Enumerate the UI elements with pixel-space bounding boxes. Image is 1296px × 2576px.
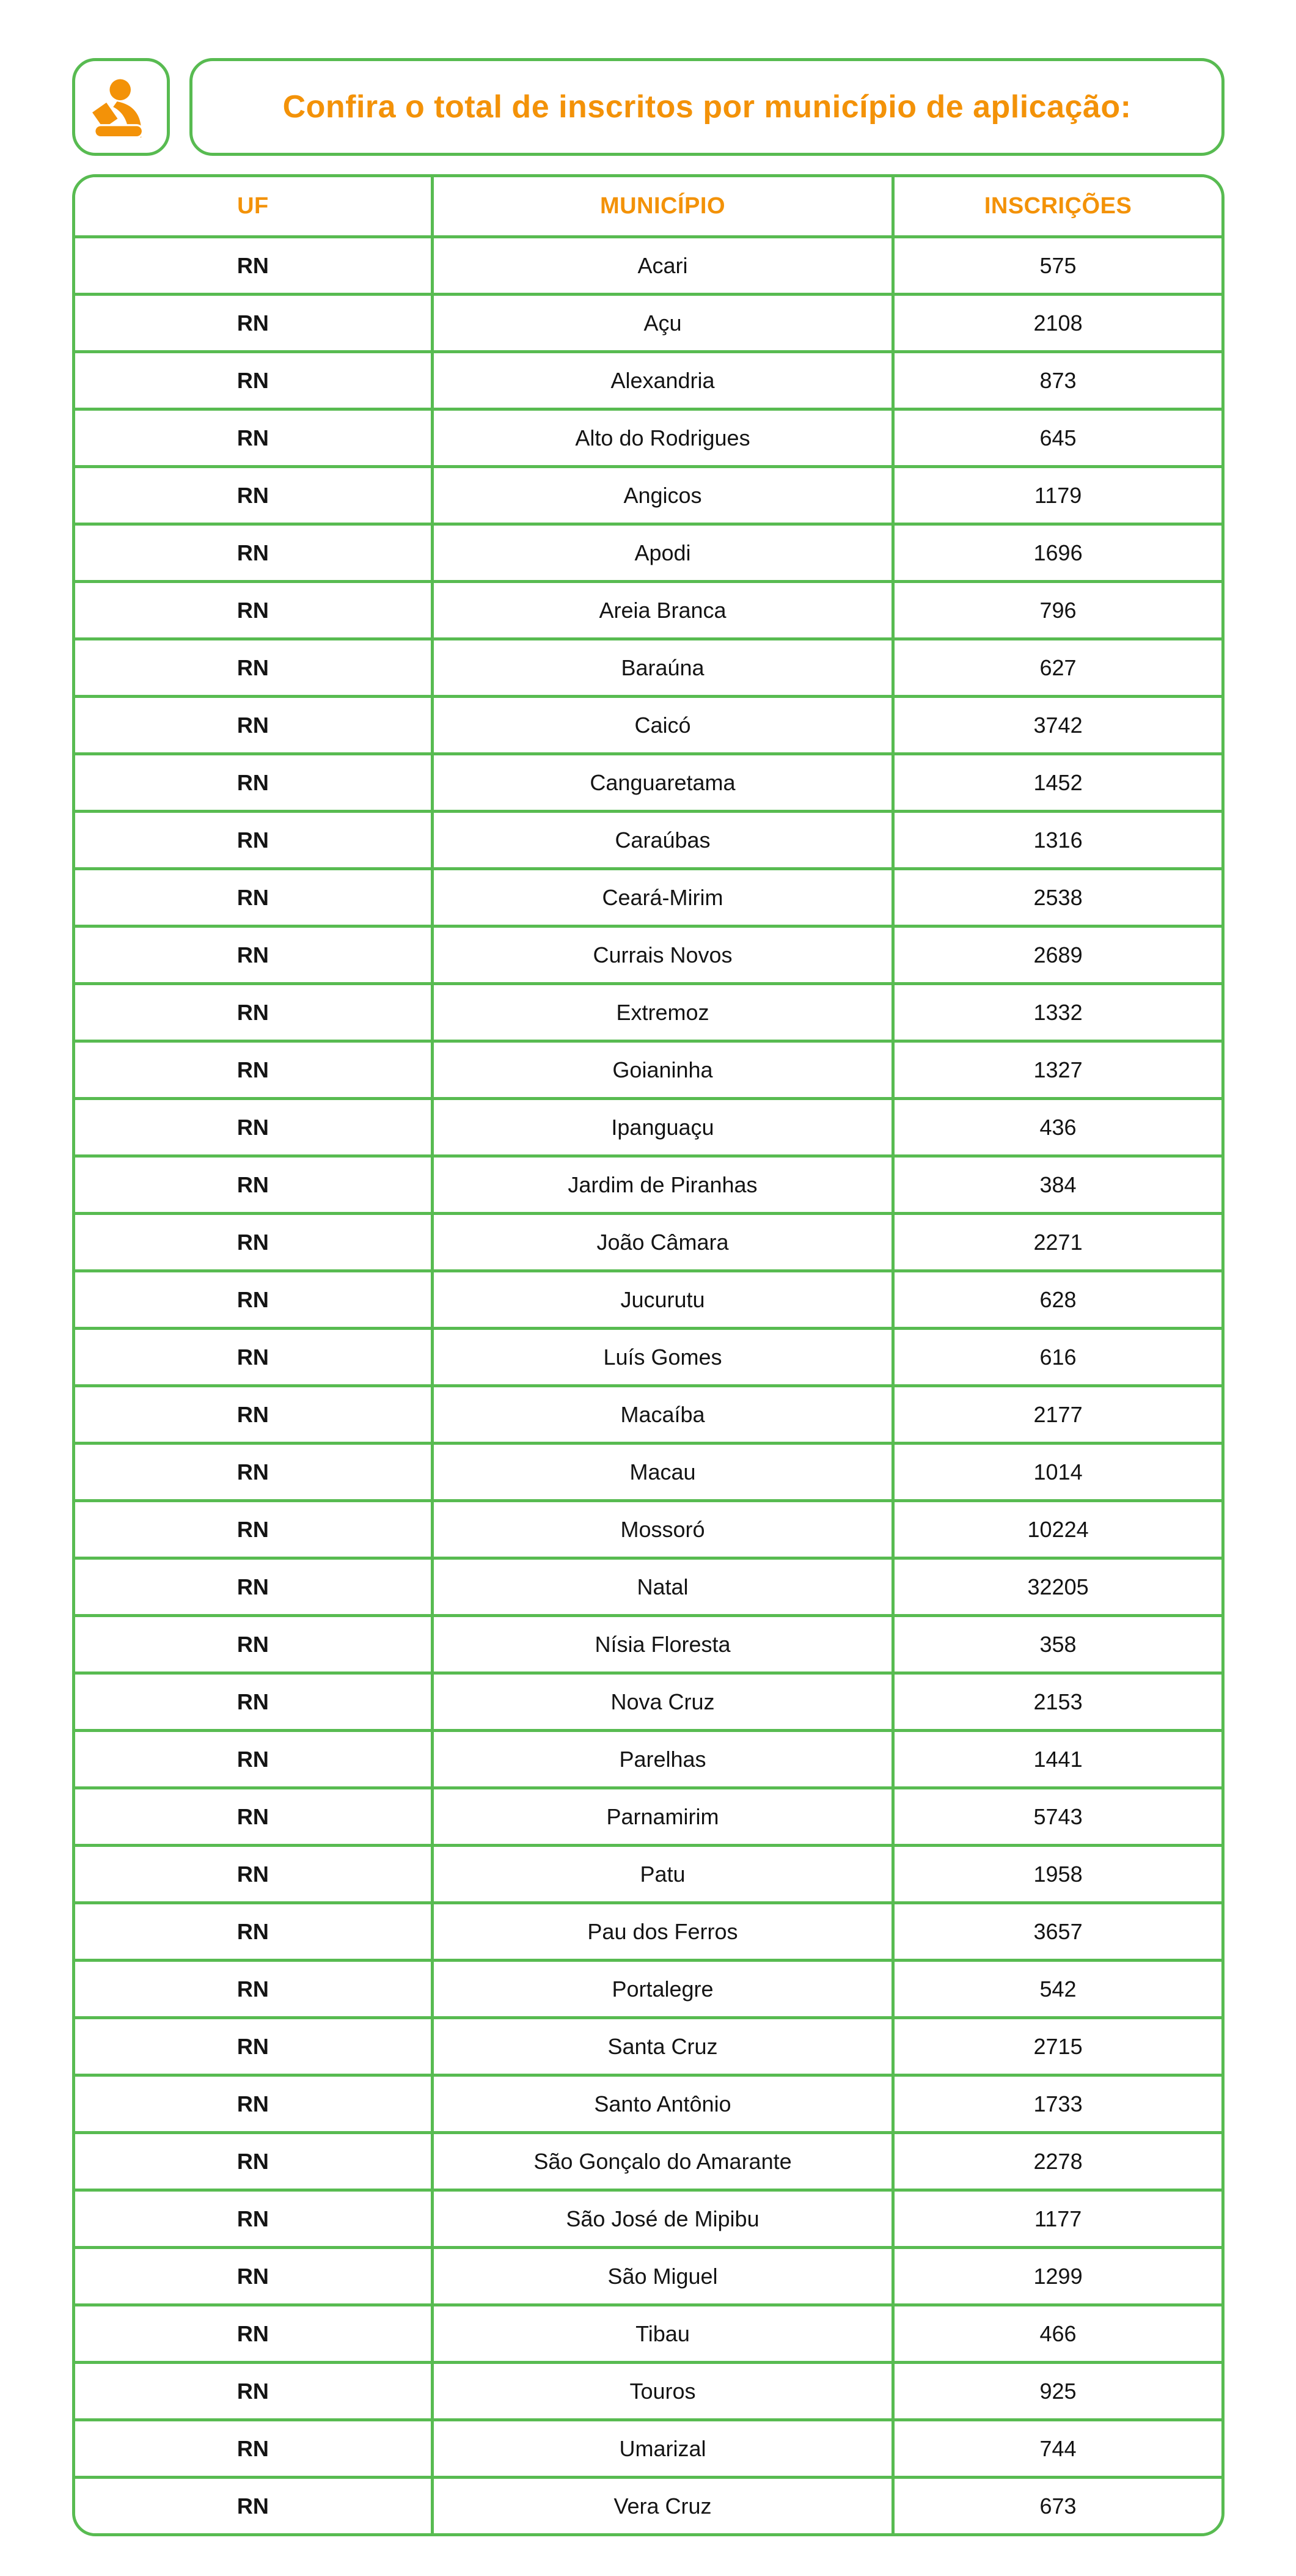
inscricoes-cell: 744 — [893, 2420, 1223, 2478]
uf-cell: RN — [74, 1156, 433, 1214]
table-row — [74, 2305, 1223, 2363]
column-header-uf: UF — [74, 176, 433, 237]
uf-cell: RN — [74, 812, 433, 869]
table-row — [74, 2363, 1223, 2420]
municipio-cell: São Gonçalo do Amarante — [432, 2133, 893, 2190]
table-row — [74, 1961, 1223, 2018]
table-row — [74, 697, 1223, 754]
inscricoes-cell: 1733 — [893, 2075, 1223, 2133]
table-row — [74, 1616, 1223, 1673]
municipio-cell: Mossoró — [432, 1501, 893, 1558]
inscricoes-cell: 1316 — [893, 812, 1223, 869]
uf-cell: RN — [74, 1673, 433, 1731]
table-row — [74, 2420, 1223, 2478]
municipio-cell: Portalegre — [432, 1961, 893, 2018]
uf-cell: RN — [74, 1903, 433, 1961]
uf-cell: RN — [74, 1558, 433, 1616]
table-header — [74, 176, 1223, 237]
municipio-cell: Ceará-Mirim — [432, 869, 893, 927]
municipio-cell: Tibau — [432, 2305, 893, 2363]
inscricoes-cell: 10224 — [893, 1501, 1223, 1558]
inscricoes-cell: 1452 — [893, 754, 1223, 812]
municipio-cell: Jardim de Piranhas — [432, 1156, 893, 1214]
municipio-cell: São Miguel — [432, 2248, 893, 2305]
table-row — [74, 927, 1223, 984]
inscricoes-cell: 2153 — [893, 1673, 1223, 1731]
table-row — [74, 1214, 1223, 1271]
municipio-cell: Alexandria — [432, 352, 893, 409]
uf-cell: RN — [74, 1846, 433, 1903]
table-row — [74, 352, 1223, 409]
inscricoes-cell: 1299 — [893, 2248, 1223, 2305]
table-row — [74, 2478, 1223, 2535]
uf-cell: RN — [74, 2305, 433, 2363]
municipio-cell: Acari — [432, 237, 893, 295]
municipio-cell: Angicos — [432, 467, 893, 524]
inscricoes-cell: 2689 — [893, 927, 1223, 984]
municipio-cell: São José de Mipibu — [432, 2190, 893, 2248]
municipio-cell: Extremoz — [432, 984, 893, 1041]
inscricoes-cell: 1958 — [893, 1846, 1223, 1903]
inscricoes-cell: 575 — [893, 237, 1223, 295]
uf-cell: RN — [74, 352, 433, 409]
uf-cell: RN — [74, 1501, 433, 1558]
uf-cell: RN — [74, 1099, 433, 1156]
inscricoes-cell: 3742 — [893, 697, 1223, 754]
uf-cell: RN — [74, 2478, 433, 2535]
table-row — [74, 1501, 1223, 1558]
table-row — [74, 1846, 1223, 1903]
municipio-cell: Parnamirim — [432, 1788, 893, 1846]
municipio-cell: Caraúbas — [432, 812, 893, 869]
municipio-cell: Umarizal — [432, 2420, 893, 2478]
municipio-cell: Macaíba — [432, 1386, 893, 1444]
inscriptions-table-container — [72, 174, 1225, 2536]
person-reading-icon — [82, 68, 160, 146]
uf-cell: RN — [74, 1214, 433, 1271]
uf-cell: RN — [74, 984, 433, 1041]
uf-cell: RN — [74, 1616, 433, 1673]
inscricoes-cell: 358 — [893, 1616, 1223, 1673]
table-row — [74, 467, 1223, 524]
page-header — [72, 58, 1225, 156]
municipio-cell: Areia Branca — [432, 582, 893, 639]
municipio-cell: Macau — [432, 1444, 893, 1501]
table-row — [74, 1156, 1223, 1214]
municipio-cell: Santo Antônio — [432, 2075, 893, 2133]
inscricoes-cell: 616 — [893, 1329, 1223, 1386]
inscricoes-cell: 1014 — [893, 1444, 1223, 1501]
uf-cell: RN — [74, 1386, 433, 1444]
uf-cell: RN — [74, 467, 433, 524]
table-row — [74, 1903, 1223, 1961]
title-banner — [189, 58, 1225, 156]
table-header-row — [74, 176, 1223, 237]
uf-cell: RN — [74, 524, 433, 582]
table-row — [74, 237, 1223, 295]
inscriptions-table — [72, 174, 1225, 2536]
municipio-cell: Luís Gomes — [432, 1329, 893, 1386]
table-row — [74, 2018, 1223, 2075]
uf-cell: RN — [74, 1788, 433, 1846]
inscricoes-cell: 627 — [893, 639, 1223, 697]
uf-cell: RN — [74, 1041, 433, 1099]
table-row — [74, 524, 1223, 582]
table-row — [74, 754, 1223, 812]
municipio-cell: Currais Novos — [432, 927, 893, 984]
uf-cell: RN — [74, 927, 433, 984]
inscricoes-cell: 2715 — [893, 2018, 1223, 2075]
table-row — [74, 2190, 1223, 2248]
uf-cell: RN — [74, 697, 433, 754]
table-row — [74, 1271, 1223, 1329]
municipio-cell: Alto do Rodrigues — [432, 409, 893, 467]
uf-cell: RN — [74, 2363, 433, 2420]
table-row — [74, 1099, 1223, 1156]
inscricoes-cell: 466 — [893, 2305, 1223, 2363]
inscricoes-cell: 1696 — [893, 524, 1223, 582]
uf-cell: RN — [74, 1444, 433, 1501]
inscricoes-cell: 1327 — [893, 1041, 1223, 1099]
inscricoes-cell: 628 — [893, 1271, 1223, 1329]
uf-cell: RN — [74, 237, 433, 295]
inscricoes-cell: 5743 — [893, 1788, 1223, 1846]
table-row — [74, 409, 1223, 467]
inscricoes-cell: 436 — [893, 1099, 1223, 1156]
inscricoes-cell: 2271 — [893, 1214, 1223, 1271]
municipio-cell: Vera Cruz — [432, 2478, 893, 2535]
uf-cell: RN — [74, 1271, 433, 1329]
municipio-cell: Baraúna — [432, 639, 893, 697]
municipio-cell: Patu — [432, 1846, 893, 1903]
table-row — [74, 2133, 1223, 2190]
inscricoes-cell: 2177 — [893, 1386, 1223, 1444]
inscricoes-cell: 1332 — [893, 984, 1223, 1041]
inscricoes-cell: 1179 — [893, 467, 1223, 524]
uf-cell: RN — [74, 409, 433, 467]
municipio-cell: Caicó — [432, 697, 893, 754]
inscricoes-cell: 2538 — [893, 869, 1223, 927]
inscricoes-cell: 1177 — [893, 2190, 1223, 2248]
municipio-cell: Apodi — [432, 524, 893, 582]
table-row — [74, 582, 1223, 639]
inscricoes-cell: 1441 — [893, 1731, 1223, 1788]
inscricoes-cell: 796 — [893, 582, 1223, 639]
inscricoes-cell: 2108 — [893, 295, 1223, 352]
municipio-cell: Nísia Floresta — [432, 1616, 893, 1673]
table-row — [74, 812, 1223, 869]
uf-cell: RN — [74, 582, 433, 639]
table-row — [74, 1386, 1223, 1444]
uf-cell: RN — [74, 2190, 433, 2248]
uf-cell: RN — [74, 2018, 433, 2075]
municipio-cell: Natal — [432, 1558, 893, 1616]
table-body — [74, 237, 1223, 2535]
table-row — [74, 1673, 1223, 1731]
municipio-cell: Goianinha — [432, 1041, 893, 1099]
uf-cell: RN — [74, 2420, 433, 2478]
uf-cell: RN — [74, 2133, 433, 2190]
table-row — [74, 869, 1223, 927]
uf-cell: RN — [74, 869, 433, 927]
table-row — [74, 1731, 1223, 1788]
municipio-cell: Santa Cruz — [432, 2018, 893, 2075]
table-row — [74, 1041, 1223, 1099]
uf-cell: RN — [74, 754, 433, 812]
municipio-cell: Touros — [432, 2363, 893, 2420]
uf-cell: RN — [74, 1731, 433, 1788]
inscricoes-cell: 645 — [893, 409, 1223, 467]
table-row — [74, 1788, 1223, 1846]
municipio-cell: João Câmara — [432, 1214, 893, 1271]
table-row — [74, 2248, 1223, 2305]
municipio-cell: Nova Cruz — [432, 1673, 893, 1731]
inscricoes-cell: 925 — [893, 2363, 1223, 2420]
table-row — [74, 1329, 1223, 1386]
uf-cell: RN — [74, 2075, 433, 2133]
municipio-cell: Açu — [432, 295, 893, 352]
municipio-cell: Ipanguaçu — [432, 1099, 893, 1156]
table-row — [74, 984, 1223, 1041]
inscricoes-cell: 542 — [893, 1961, 1223, 2018]
table-row — [74, 295, 1223, 352]
uf-cell: RN — [74, 1329, 433, 1386]
inscricoes-cell: 873 — [893, 352, 1223, 409]
table-row — [74, 639, 1223, 697]
inscricoes-cell: 384 — [893, 1156, 1223, 1214]
column-header-municipio: MUNICÍPIO — [432, 176, 893, 237]
uf-cell: RN — [74, 1961, 433, 2018]
page-title: Confira o total de inscritos por município de aplicação: — [282, 89, 1132, 125]
inscricoes-cell: 673 — [893, 2478, 1223, 2535]
municipio-cell: Jucurutu — [432, 1271, 893, 1329]
table-row — [74, 2075, 1223, 2133]
uf-cell: RN — [74, 295, 433, 352]
column-header-inscricoes: INSCRIÇÕES — [893, 176, 1223, 237]
icon-badge — [72, 58, 170, 156]
inscricoes-cell: 32205 — [893, 1558, 1223, 1616]
uf-cell: RN — [74, 639, 433, 697]
inscricoes-cell: 2278 — [893, 2133, 1223, 2190]
municipio-cell: Parelhas — [432, 1731, 893, 1788]
table-row — [74, 1444, 1223, 1501]
municipio-cell: Canguaretama — [432, 754, 893, 812]
uf-cell: RN — [74, 2248, 433, 2305]
table-row — [74, 1558, 1223, 1616]
inscricoes-cell: 3657 — [893, 1903, 1223, 1961]
municipio-cell: Pau dos Ferros — [432, 1903, 893, 1961]
